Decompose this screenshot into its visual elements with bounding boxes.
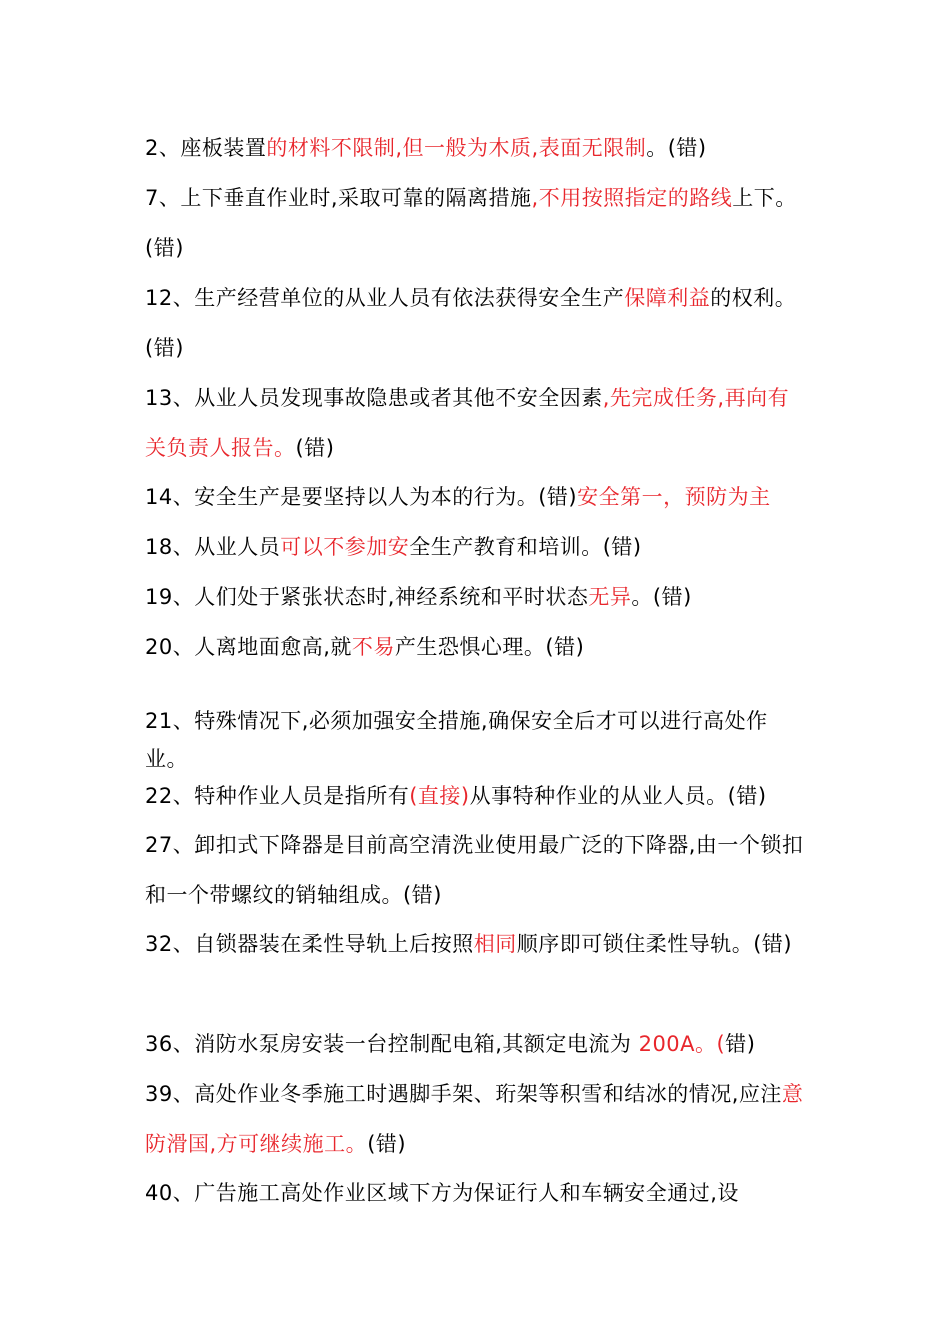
item-text: 。(错) [646,136,707,160]
question-item [145,273,810,373]
question-item [145,820,810,920]
highlighted-text: 保障利益 [624,286,711,310]
question-item [145,572,810,622]
question-item [145,373,810,473]
item-text: 12、生产经营单位的从业人员有依法获得安全生产 [145,286,625,310]
item-text: 。(错) [631,585,692,609]
item-text: 2、座板装置 [145,136,267,160]
item-text: 27、卸扣式下降器是目前高空清洗业使用最广泛的下降器,由一个锁扣和一个带螺纹的销轴组成。(错) [145,833,804,907]
item-text: 全生产教育和培训。(错) [409,535,642,559]
question-item [145,123,810,173]
item-text: 18、从业人员 [145,535,281,559]
question-item [145,173,810,273]
highlighted-text: 无异 [588,585,632,609]
item-text: 上下。(错) [145,186,797,260]
item-text: 14、安全生产是要坚持以人为本的行为。(错) [145,485,578,509]
highlighted-text: 安全第一，预防为主 [577,485,771,509]
question-item [145,771,810,821]
item-text: 产生恐惧心理。(错) [394,635,585,659]
highlighted-text: 意防滑国,方可继续施工。 [145,1082,804,1156]
item-text: (错) [295,436,335,460]
highlighted-text: ,不用按照指定的路线 [531,186,733,210]
question-item [145,1168,810,1218]
question-item [145,622,810,672]
question-item [145,472,810,522]
highlighted-text: 的材料不限制,但一般为木质,表面无限制 [266,136,647,160]
item-text: 顺序即可锁住柔性导轨。(错) [516,932,793,956]
highlighted-text: 200A。( [638,1032,726,1056]
item-text: 40、广告施工高处作业区域下方为保证行人和车辆安全通过,设 [145,1181,739,1205]
item-text: 19、人们处于紧张状态时,神经系统和平时状态 [145,585,589,609]
item-text: 从事特种作业的从业人员。(错) [469,784,767,808]
item-text: (错) [367,1132,407,1156]
item-text: 的权利。(错) [145,286,797,360]
highlighted-text: 不易 [351,635,395,659]
item-text: 7、上下垂直作业时,采取可靠的隔离措施 [145,186,532,210]
question-item [145,919,810,969]
question-item [145,1069,810,1169]
item-text: 32、自锁器装在柔性导轨上后按照 [145,932,474,956]
question-item [145,1019,810,1069]
item-text: 13、从业人员发现事故隐患或者其他不安全因素 [145,386,603,410]
question-item [145,702,810,778]
highlighted-text: ,先完成任务,再向有关负责人报告。 [145,386,790,460]
highlighted-text: (直接) [409,784,470,808]
highlighted-text: 相同 [473,932,517,956]
item-text: 36、消防水泵房安装一台控制配电箱,其额定电流为 [145,1032,639,1056]
item-text: 39、高处作业冬季施工时遇脚手架、珩架等积雪和结冰的情况,应注 [145,1082,782,1106]
item-text: 错) [725,1032,756,1056]
item-text: 21、特殊情况下,必须加强安全措施,确保安全后才可以进行高处作业。 [145,709,768,771]
highlighted-text: 可以不参加安 [280,535,410,559]
question-item [145,522,810,572]
item-text: 20、人离地面愈高,就 [145,635,352,659]
item-text: 22、特种作业人员是指所有 [145,784,410,808]
